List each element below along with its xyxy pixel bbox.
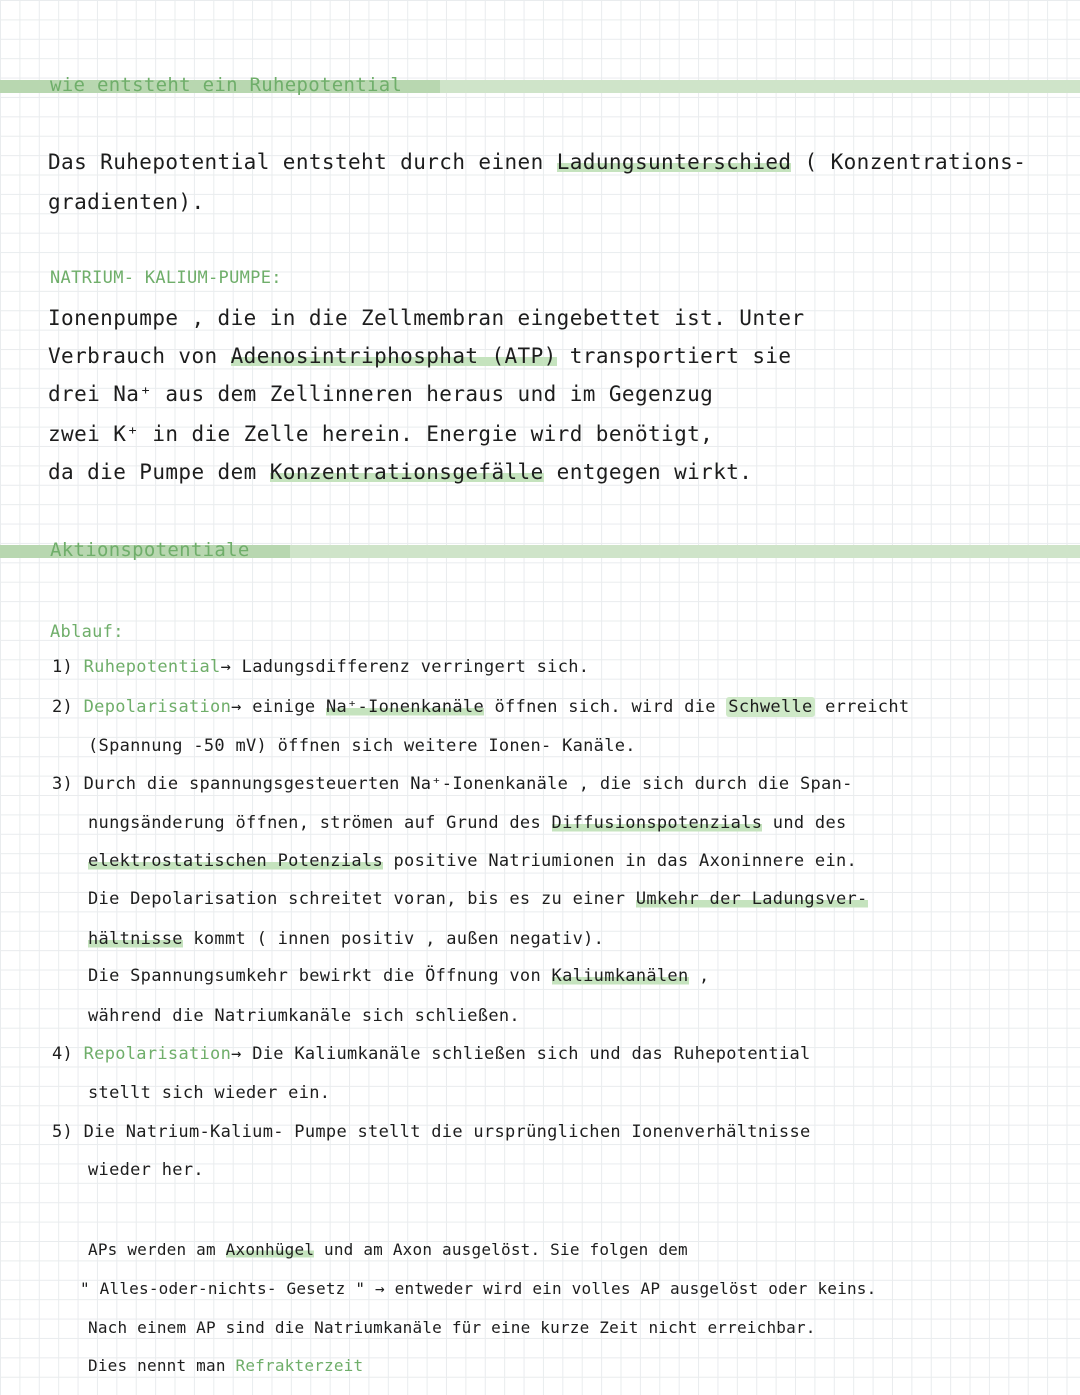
step-text: und des bbox=[762, 813, 847, 833]
step-text: Die Depolarisation schreitet voran, bis es zu einer bbox=[88, 889, 636, 909]
note-text: und am Axon ausgelöst. Sie folgen dem bbox=[314, 1240, 688, 1259]
pumpe-line-1 bbox=[48, 306, 805, 330]
step-3 bbox=[52, 774, 853, 794]
pumpe-text: drei Na⁺ aus dem Zellinneren heraus und im Gegenzug bbox=[48, 382, 714, 406]
note-line-2 bbox=[80, 1279, 876, 1298]
note-text: " Alles-oder-nichts- Gesetz " bbox=[80, 1279, 375, 1298]
highlight-elektrostatisches-potenzial: elektrostatischen Potenzials bbox=[88, 851, 383, 871]
ablauf-label: Ablauf: bbox=[50, 622, 124, 642]
highlight-umkehr: Umkehr der Ladungsver- bbox=[635, 889, 868, 909]
step-text: Ladungsdifferenz verringert sich. bbox=[231, 657, 590, 677]
highlight-konzentrationsgefaelle: Konzentrationsgefälle bbox=[269, 460, 544, 484]
step-3-line-7: während die Natriumkanäle sich schließen. bbox=[88, 1006, 520, 1026]
step-text: erreicht bbox=[814, 697, 910, 717]
highlight-kaliumkanaele: Kaliumkanälen bbox=[551, 966, 689, 986]
term-repolarisation: Repolarisation bbox=[83, 1044, 232, 1064]
step-3-line-6 bbox=[88, 966, 710, 986]
step-number: 5) bbox=[52, 1122, 74, 1142]
step-3-line-4 bbox=[88, 889, 868, 909]
step-2-line-2: (Spannung -50 mV) öffnen sich weitere Ionen- Kanäle. bbox=[88, 736, 636, 756]
step-5-line-2: wieder her. bbox=[88, 1160, 204, 1180]
heading-ruhepotential: wie entsteht ein Ruhepotential bbox=[50, 74, 403, 96]
term-depolarisation: Depolarisation bbox=[83, 697, 232, 717]
ruhe-text-part: Das Ruhepotential entsteht durch einen bbox=[48, 150, 557, 174]
step-text: einige bbox=[241, 697, 326, 717]
step-text: Durch die spannungsgesteuerten Na⁺-Ionenkanäle , die sich durch die Span- bbox=[73, 774, 853, 794]
note-line-3: Nach einem AP sind die Natriumkanäle für eine kurze Zeit nicht erreichbar. bbox=[88, 1318, 816, 1337]
pumpe-line-4 bbox=[48, 422, 713, 446]
arrow-icon: → bbox=[231, 697, 242, 717]
highlight-ladungsunterschied: Ladungsunterschied bbox=[556, 150, 792, 174]
step-4-line-2: stellt sich wieder ein. bbox=[88, 1083, 331, 1103]
step-2 bbox=[52, 697, 909, 717]
highlight-atp: Adenosintriphosphat (ATP) bbox=[230, 344, 557, 368]
step-text: nungsänderung öffnen, strömen auf Grund des bbox=[88, 813, 552, 833]
step-number: 3) bbox=[52, 774, 74, 794]
ruhe-text-line-2: gradienten). bbox=[48, 190, 205, 214]
step-text: Die Spannungsumkehr bewirkt die Öffnung von bbox=[88, 966, 552, 986]
step-text: kommt ( innen positiv , außen negativ). bbox=[182, 929, 605, 949]
step-text: Die Natrium-Kalium- Pumpe stellt die ursprünglichen Ionenverhältnisse bbox=[73, 1122, 811, 1142]
arrow-icon: → bbox=[220, 657, 232, 677]
term-ruhepotential: Ruhepotential bbox=[83, 657, 221, 677]
arrow-icon: → bbox=[231, 1044, 242, 1064]
step-4 bbox=[52, 1044, 811, 1064]
highlight-diffusionspotenzial: Diffusionspotenzials bbox=[551, 813, 763, 833]
step-text: Die Kaliumkanäle schließen sich und das Ruhepotential bbox=[241, 1044, 811, 1064]
heading-aktionspotentiale: Aktionspotentiale bbox=[50, 539, 250, 561]
highlight-na-ionenkanaele: Na⁺-Ionenkanäle bbox=[325, 697, 484, 717]
pumpe-text: zwei K⁺ in die Zelle herein. Energie wird benötigt, bbox=[48, 422, 714, 446]
step-text: , bbox=[688, 966, 710, 986]
highlight-verhaeltnisse: hältnisse bbox=[88, 929, 183, 949]
pumpe-line-5 bbox=[48, 460, 752, 484]
arrow-icon: → bbox=[374, 1279, 385, 1298]
note-text: APs werden am bbox=[88, 1240, 226, 1259]
step-number: 4) bbox=[52, 1044, 74, 1064]
step-1 bbox=[52, 657, 589, 677]
step-3-line-5 bbox=[88, 929, 604, 949]
step-text: öffnen sich. wird die bbox=[483, 697, 727, 717]
step-3-line-3 bbox=[88, 851, 857, 871]
step-text: positive Natriumionen in das Axoninnere ein. bbox=[382, 851, 858, 871]
note-line-1 bbox=[88, 1240, 688, 1259]
pumpe-line-3 bbox=[48, 382, 713, 406]
note-text: entweder wird ein volles AP ausgelöst oder keins. bbox=[384, 1279, 877, 1298]
ruhe-text-line-1 bbox=[48, 150, 1026, 174]
highlight-axonhuegel: Axonhügel bbox=[225, 1240, 315, 1259]
pumpe-text: Ionenpumpe , die in die Zellmembran eingebettet ist. Unter bbox=[48, 306, 805, 330]
note-line-4 bbox=[88, 1356, 363, 1375]
pumpe-text: da die Pumpe dem bbox=[48, 460, 270, 484]
pumpe-line-2 bbox=[48, 344, 791, 368]
pumpe-text: Verbrauch von bbox=[48, 344, 231, 368]
step-number: 1) bbox=[52, 657, 74, 677]
pumpe-text: transportiert sie bbox=[556, 344, 792, 368]
ruhe-text-part: ( Konzentrations- bbox=[791, 150, 1027, 174]
term-refrakterzeit: Refrakterzeit bbox=[235, 1356, 364, 1375]
note-text: Dies nennt man bbox=[88, 1356, 236, 1375]
step-number: 2) bbox=[52, 697, 74, 717]
pumpe-text: entgegen wirkt. bbox=[543, 460, 753, 484]
step-5 bbox=[52, 1122, 811, 1142]
pumpe-title: NATRIUM- KALIUM-PUMPE: bbox=[50, 268, 282, 288]
highlight-schwelle: Schwelle bbox=[728, 697, 813, 717]
step-3-line-2 bbox=[88, 813, 847, 833]
